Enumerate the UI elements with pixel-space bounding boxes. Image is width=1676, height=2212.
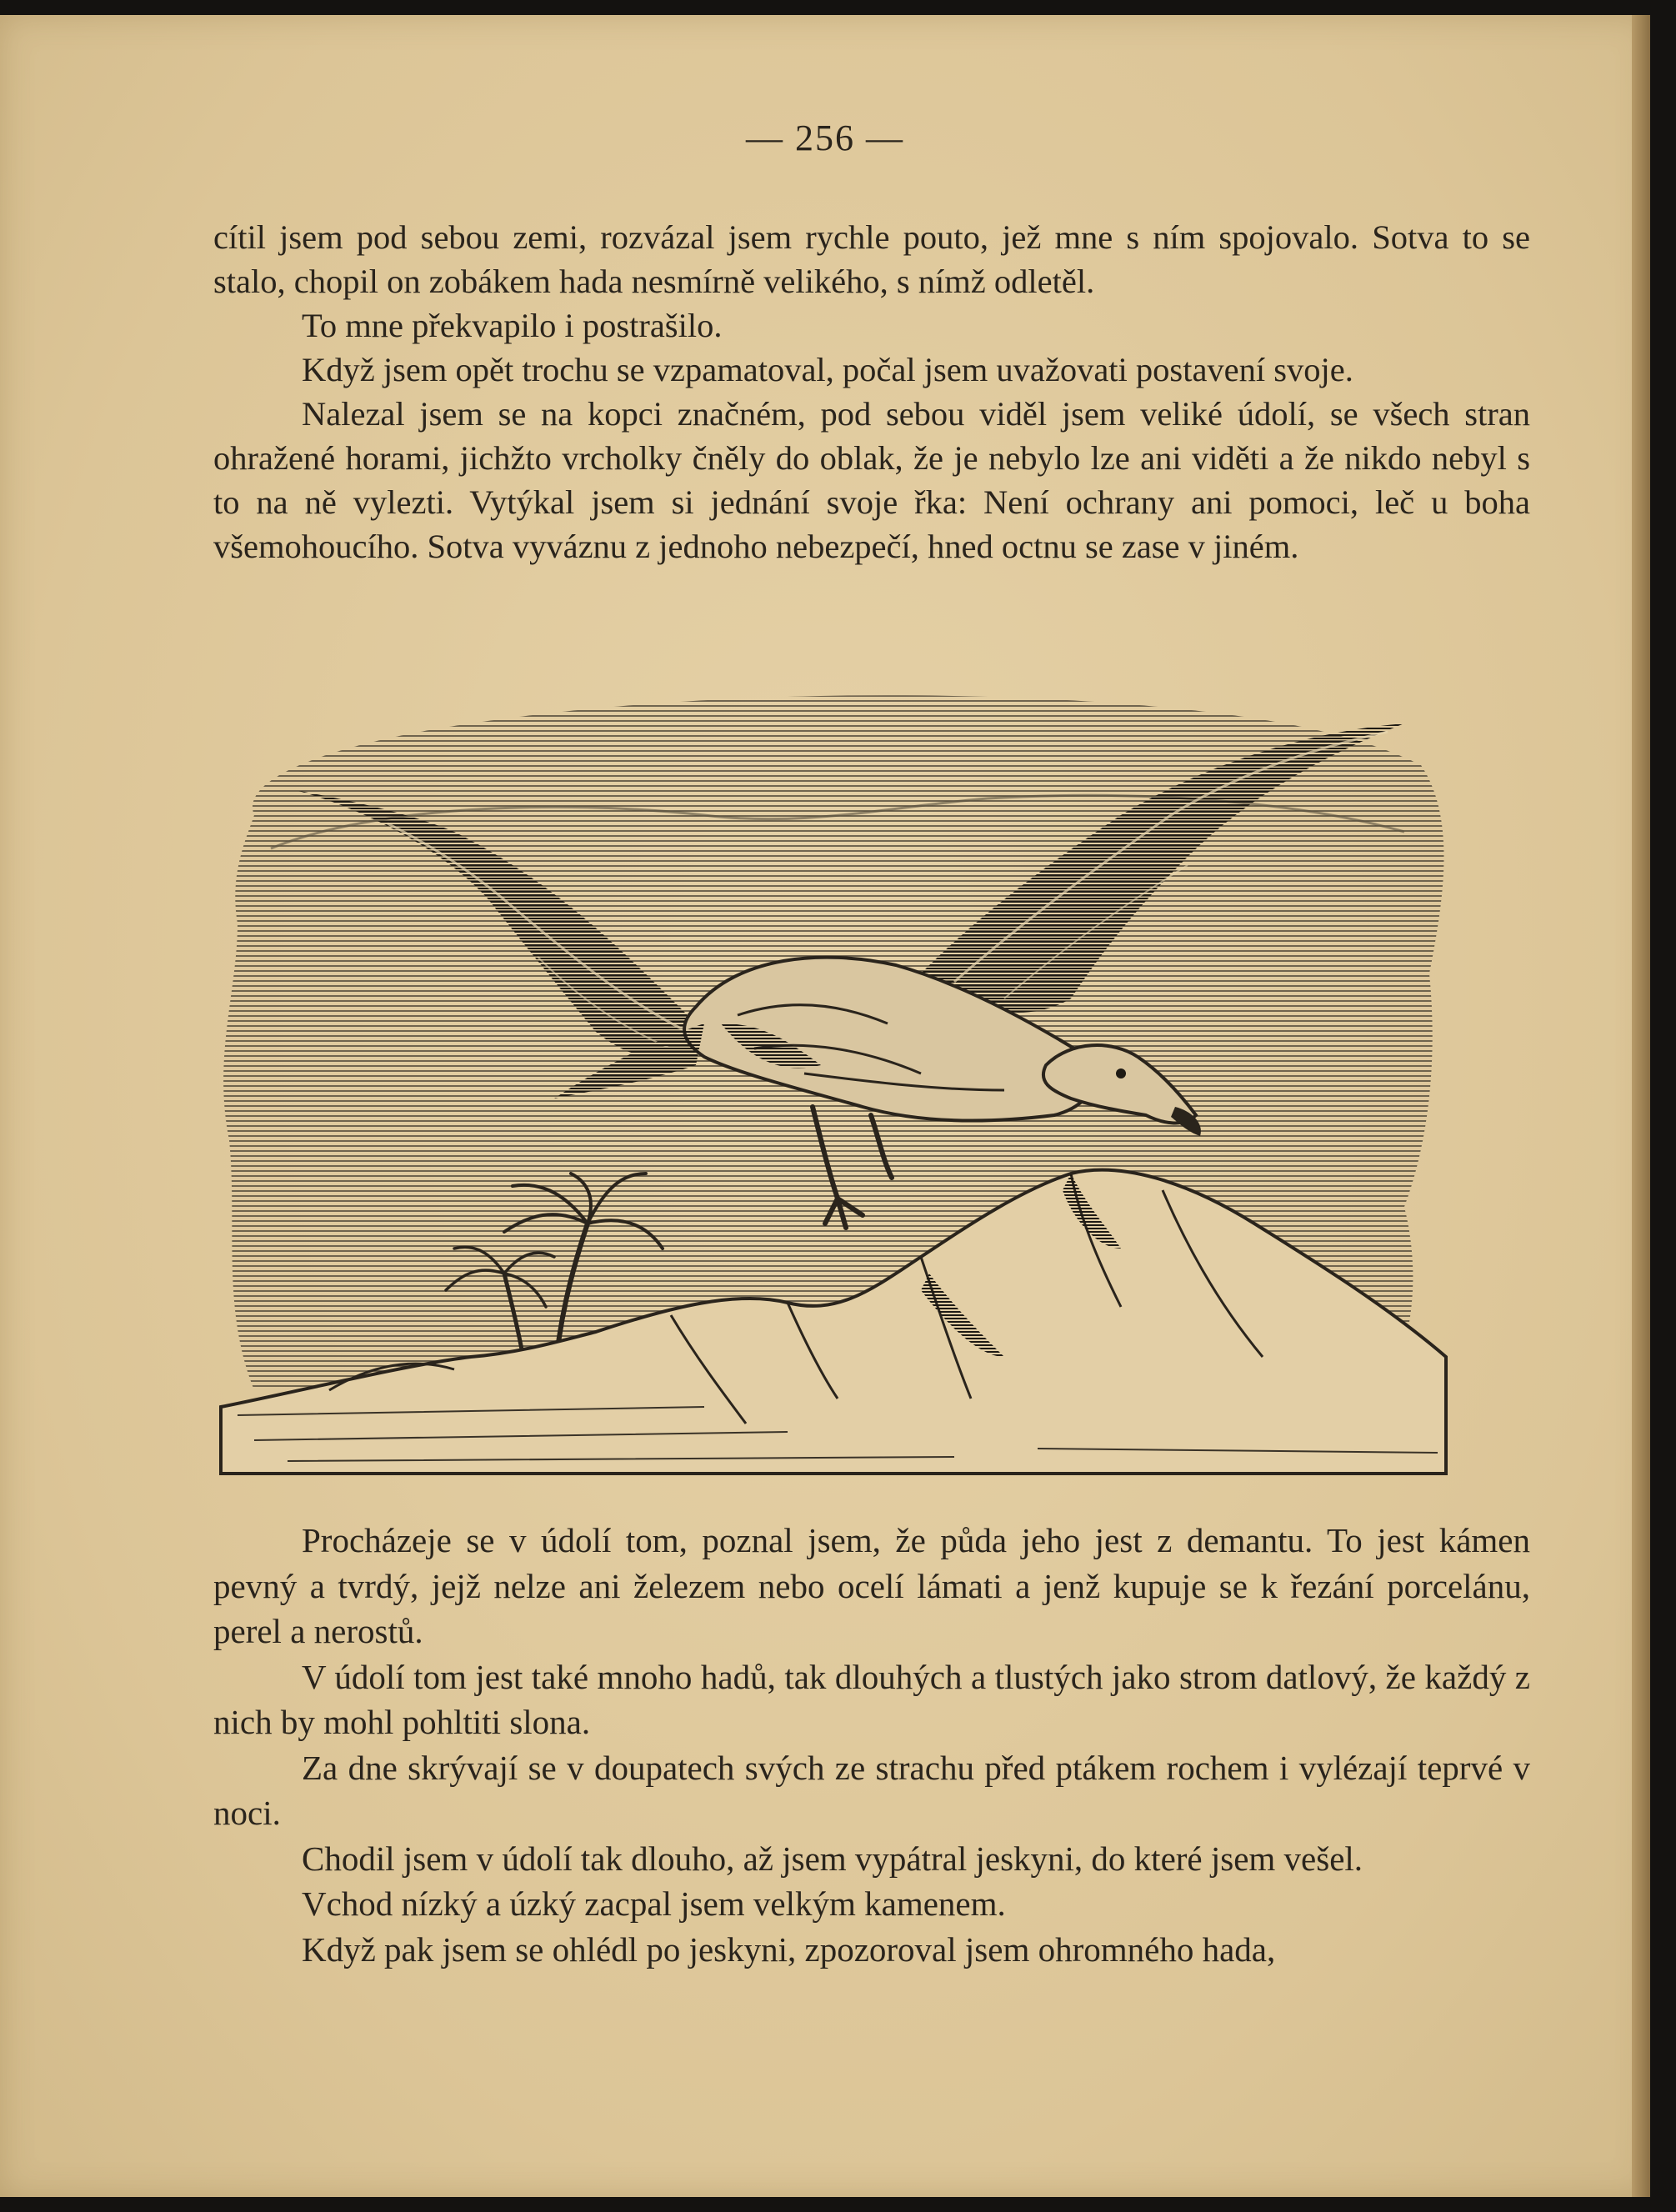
roc-bird-illustration xyxy=(204,673,1471,1482)
page-edge xyxy=(1632,15,1650,2197)
book-page xyxy=(0,15,1650,2197)
paragraph: Za dne skrývají se v doupatech svých ze strachu před ptákem rochem i vylézají teprvé v noci. xyxy=(213,1748,1530,1832)
paragraph: Když pak jsem se ohlédl po jeskyni, zpozoroval jsem ohromného hada, xyxy=(302,1929,1276,1969)
paragraph: V údolí tom jest také mnoho hadů, tak dlouhých a tlustých jako strom datlový, že každý z nich by mohl pohltiti slona. xyxy=(213,1657,1530,1741)
paragraph: Vchod nízký a úzký zacpal jsem velkým kamenem. xyxy=(302,1884,1006,1923)
paragraph: Procházeje se v údolí tom, poznal jsem, že půda jeho jest z demantu. To jest kámen pevný a tvrdý, jejž nelze ani železem nebo ocelí lámati a jenž kupuje se k řezání porcelánu, perel a nerostů. xyxy=(213,1521,1530,1650)
paragraph: To mne překvapilo i postrašilo. xyxy=(302,307,723,344)
paragraph: Když jsem opět trochu se vzpamatoval, počal jsem uvažovati postavení svoje. xyxy=(302,351,1353,388)
paragraph: cítil jsem pod sebou zemi, rozvázal jsem rychle pouto, jež mne s ním spojovalo. Sotva to se stalo, chopil on zobákem hada nesmírně velikého, s nímž odletěl. xyxy=(213,218,1530,300)
paragraph: Chodil jsem v údolí tak dlouho, až jsem vypátral jeskyni, do které jsem vešel. xyxy=(302,1839,1363,1878)
bottom-text-block xyxy=(213,1518,1530,1972)
paragraph: Nalezal jsem se na kopci značném, pod sebou viděl jsem veliké údolí, se všech stran ohražené horami, jichžto vrcholky čněly do oblak, že je nebylo lze ani viděti a že nikdo nebyl s to na ně vylezti. Vytýkal jsem si jednání svoje řka: Není ochrany ani pomoci, leč u boha všemohoucího. Sotva vyváznu z jednoho nebezpečí, hned octnu se zase v jiném. xyxy=(213,395,1530,565)
top-text-block xyxy=(213,215,1530,568)
page-number: — 256 — xyxy=(746,118,904,158)
